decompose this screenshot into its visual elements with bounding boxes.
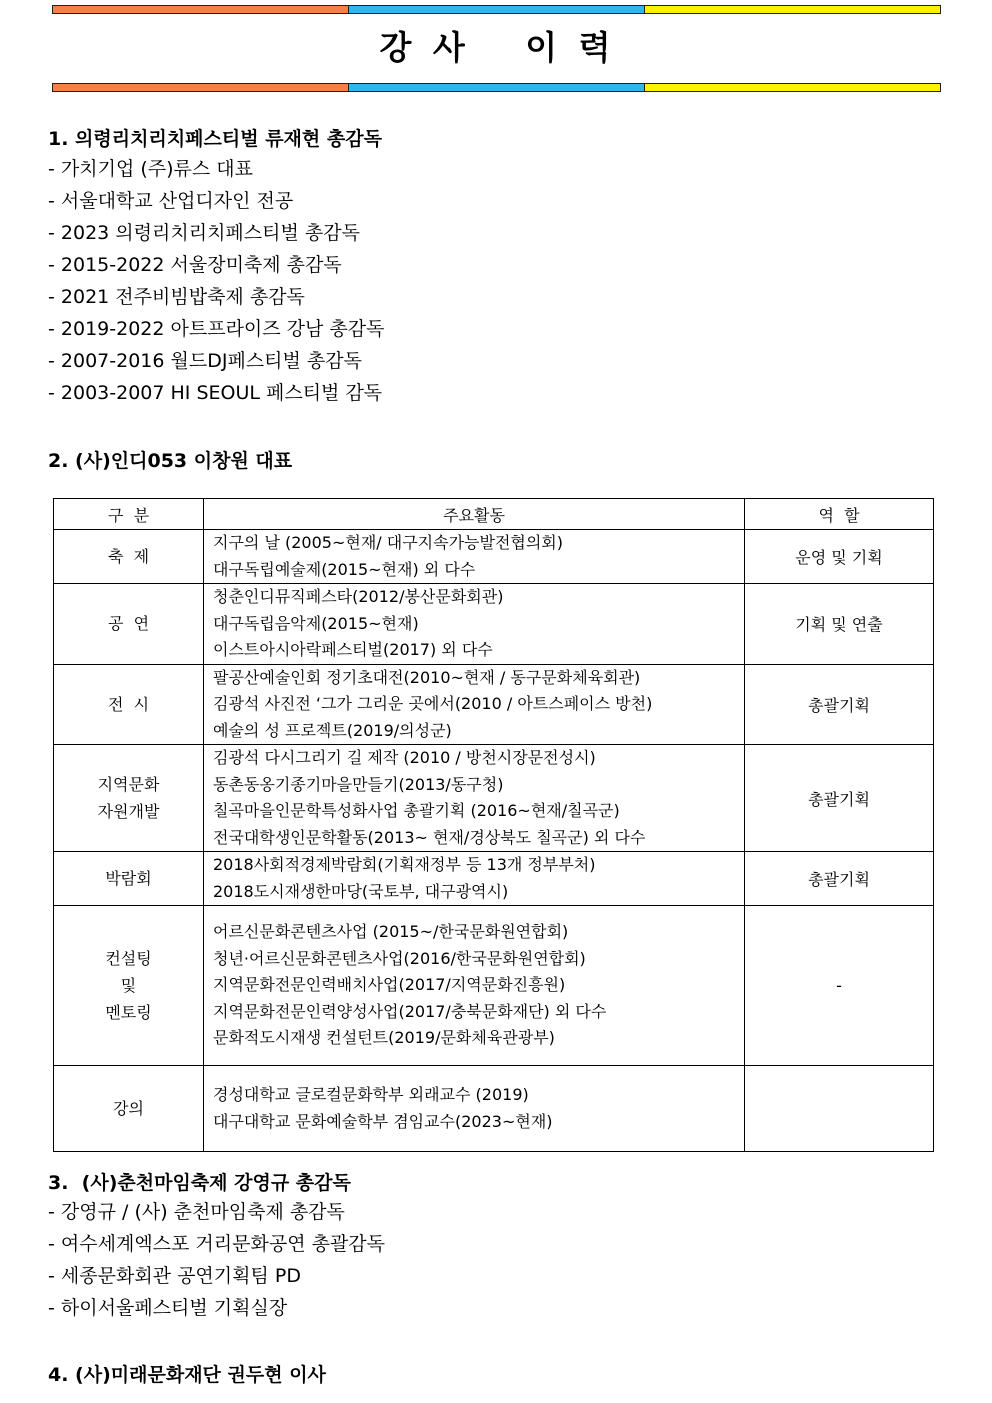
row-activities <box>204 906 745 1066</box>
row-category <box>54 530 204 584</box>
category-text: 공 연 <box>107 614 150 634</box>
row-category <box>54 745 204 852</box>
category-text: 지역문화 <box>97 775 160 794</box>
activity-line: 2018사회적경제박람회(기획재정부 등 13개 정부부처) <box>213 855 596 874</box>
bar-segment-yellow <box>644 6 940 13</box>
activity-line: 김광석 다시그리기 길 제작 (2010 / 방천시장문전성시) <box>213 748 596 767</box>
list-item: - 서울대학교 산업디자인 전공 <box>48 185 384 217</box>
bar-segment-blue <box>348 84 644 91</box>
list-item: - 2021 전주비빔밥축제 총감독 <box>48 281 384 313</box>
list-item: - 강영규 / (사) 춘천마임축제 총감독 <box>48 1196 385 1228</box>
row-category <box>54 852 204 906</box>
activity-line: 지구의 날 (2005~현재/ 대구지속가능발전협의회) <box>213 533 564 552</box>
row-role: - <box>745 906 934 1066</box>
table-row <box>54 584 934 665</box>
activity-line: 팔공산예술인회 정기초대전(2010~현재 / 동구문화체육회관) <box>213 667 641 687</box>
header-role: 역 할 <box>745 499 934 530</box>
activity-line: 청년·어르신문화콘텐츠사업(2016/한국문화원연합회) <box>213 948 586 968</box>
section-heading-4: 4. (사)미래문화재단 권두현 이사 <box>48 1364 326 1386</box>
category-text: 박람회 <box>105 869 152 888</box>
list-item: - 세종문화회관 공연기획팀 PD <box>48 1260 385 1292</box>
list-item: - 가치기업 (주)류스 대표 <box>48 153 384 185</box>
activity-line: 예술의 성 프로젝트(2019/의성군) <box>213 720 452 740</box>
activity-line: 지역문화전문인력양성사업(2017/충북문화재단) 외 다수 <box>213 1001 607 1021</box>
activity-line: 칠곡마을인문학특성화사업 총괄기획 (2016~현재/칠곡군) <box>213 801 620 820</box>
category-text: 및 <box>120 976 137 995</box>
category-text: 전 시 <box>107 694 150 714</box>
list-item: - 2003-2007 HI SEOUL 페스티벌 감독 <box>48 377 384 409</box>
activity-line: 문화적도시재생 컨설턴트(2019/문화체육관광부) <box>213 1028 555 1048</box>
document-title: 강 사 이 력 <box>379 28 613 67</box>
bar-segment-orange <box>53 6 348 13</box>
list-item: - 2015-2022 서울장미축제 총감독 <box>48 249 384 281</box>
section-heading-3: 3. (사)춘천마임축제 강영규 총감독 <box>48 1172 351 1194</box>
row-activities <box>204 852 745 906</box>
activity-line: 어르신문화콘텐츠사업 (2015~/한국문화원연합회) <box>213 922 569 942</box>
row-role: 총괄기획 <box>745 664 934 745</box>
row-activities <box>204 530 745 584</box>
activity-line: 김광석 사진전 ‘그가 그리운 곳에서(2010 / 아트스페이스 방천) <box>213 694 653 713</box>
row-category <box>54 584 204 665</box>
table-header-row <box>54 499 934 530</box>
row-activities <box>204 584 745 665</box>
category-text: 컨설팅 <box>105 949 152 968</box>
row-activities <box>204 664 745 745</box>
category-text: 멘토링 <box>105 1003 152 1022</box>
activity-line: 대구대학교 문화예술학부 겸임교수(2023~현재) <box>213 1111 553 1131</box>
activity-line: 지역문화전문인력배치사업(2017/지역문화진흥원) <box>213 975 566 995</box>
activity-line: 청춘인디뮤직페스타(2012/봉산문화회관) <box>213 587 504 606</box>
list-item: - 2023 의령리치리치페스티벌 총감독 <box>48 217 384 249</box>
row-category <box>54 664 204 745</box>
list-item: - 2007-2016 월드DJ페스티벌 총감독 <box>48 345 384 377</box>
bar-segment-yellow <box>644 84 940 91</box>
activity-line: 이스트아시아락페스티벌(2017) 외 다수 <box>213 640 493 659</box>
row-category <box>54 906 204 1066</box>
header-activities: 주요활동 <box>204 499 745 530</box>
section-heading-1: 1. 의령리치리치페스티벌 류재현 총감독 <box>48 128 382 150</box>
list-item: - 2019-2022 아트프라이즈 강남 총감독 <box>48 313 384 345</box>
list-item: - 하이서울페스티벌 기획실장 <box>48 1292 385 1324</box>
table-row <box>54 530 934 584</box>
activity-line: 전국대학생인문학활동(2013~ 현재/경상북도 칠곡군) 외 다수 <box>213 827 646 847</box>
career-table <box>53 498 934 1152</box>
table-row <box>54 906 934 1066</box>
row-role: 기획 및 연출 <box>745 584 934 665</box>
table-row <box>54 1066 934 1152</box>
list-item: - 여수세계엑스포 거리문화공연 총괄감독 <box>48 1228 385 1260</box>
activity-line: 경성대학교 글로컬문화학부 외래교수 (2019) <box>213 1085 529 1104</box>
row-role: 총괄기획 <box>745 745 934 852</box>
row-activities <box>204 1066 745 1152</box>
activity-line: 대구독립예술제(2015~현재) 외 다수 <box>213 559 476 579</box>
table-row <box>54 745 934 852</box>
row-category <box>54 1066 204 1152</box>
section-1-list <box>48 153 384 409</box>
table-row <box>54 664 934 745</box>
category-text: 축 제 <box>107 547 150 566</box>
bottom-color-bar <box>52 83 941 92</box>
bar-segment-orange <box>53 84 348 91</box>
category-text: 강의 <box>113 1099 144 1118</box>
table-row <box>54 852 934 906</box>
row-activities <box>204 745 745 852</box>
section-3-list <box>48 1196 385 1324</box>
section-heading-2: 2. (사)인디053 이창원 대표 <box>48 450 293 472</box>
activity-line: 2018도시재생한마당(국토부, 대구광역시) <box>213 881 509 901</box>
category-text: 자원개발 <box>97 802 160 821</box>
row-role: 총괄기획 <box>745 852 934 906</box>
header-category: 구 분 <box>54 499 204 530</box>
top-color-bar <box>52 5 941 14</box>
activity-line: 동촌동옹기종기마을만들기(2013/동구청) <box>213 774 504 794</box>
row-role: 운영 및 기획 <box>745 530 934 584</box>
row-role <box>745 1066 934 1152</box>
bar-segment-blue <box>348 6 644 13</box>
activity-line: 대구독립음악제(2015~현재) <box>213 613 419 633</box>
